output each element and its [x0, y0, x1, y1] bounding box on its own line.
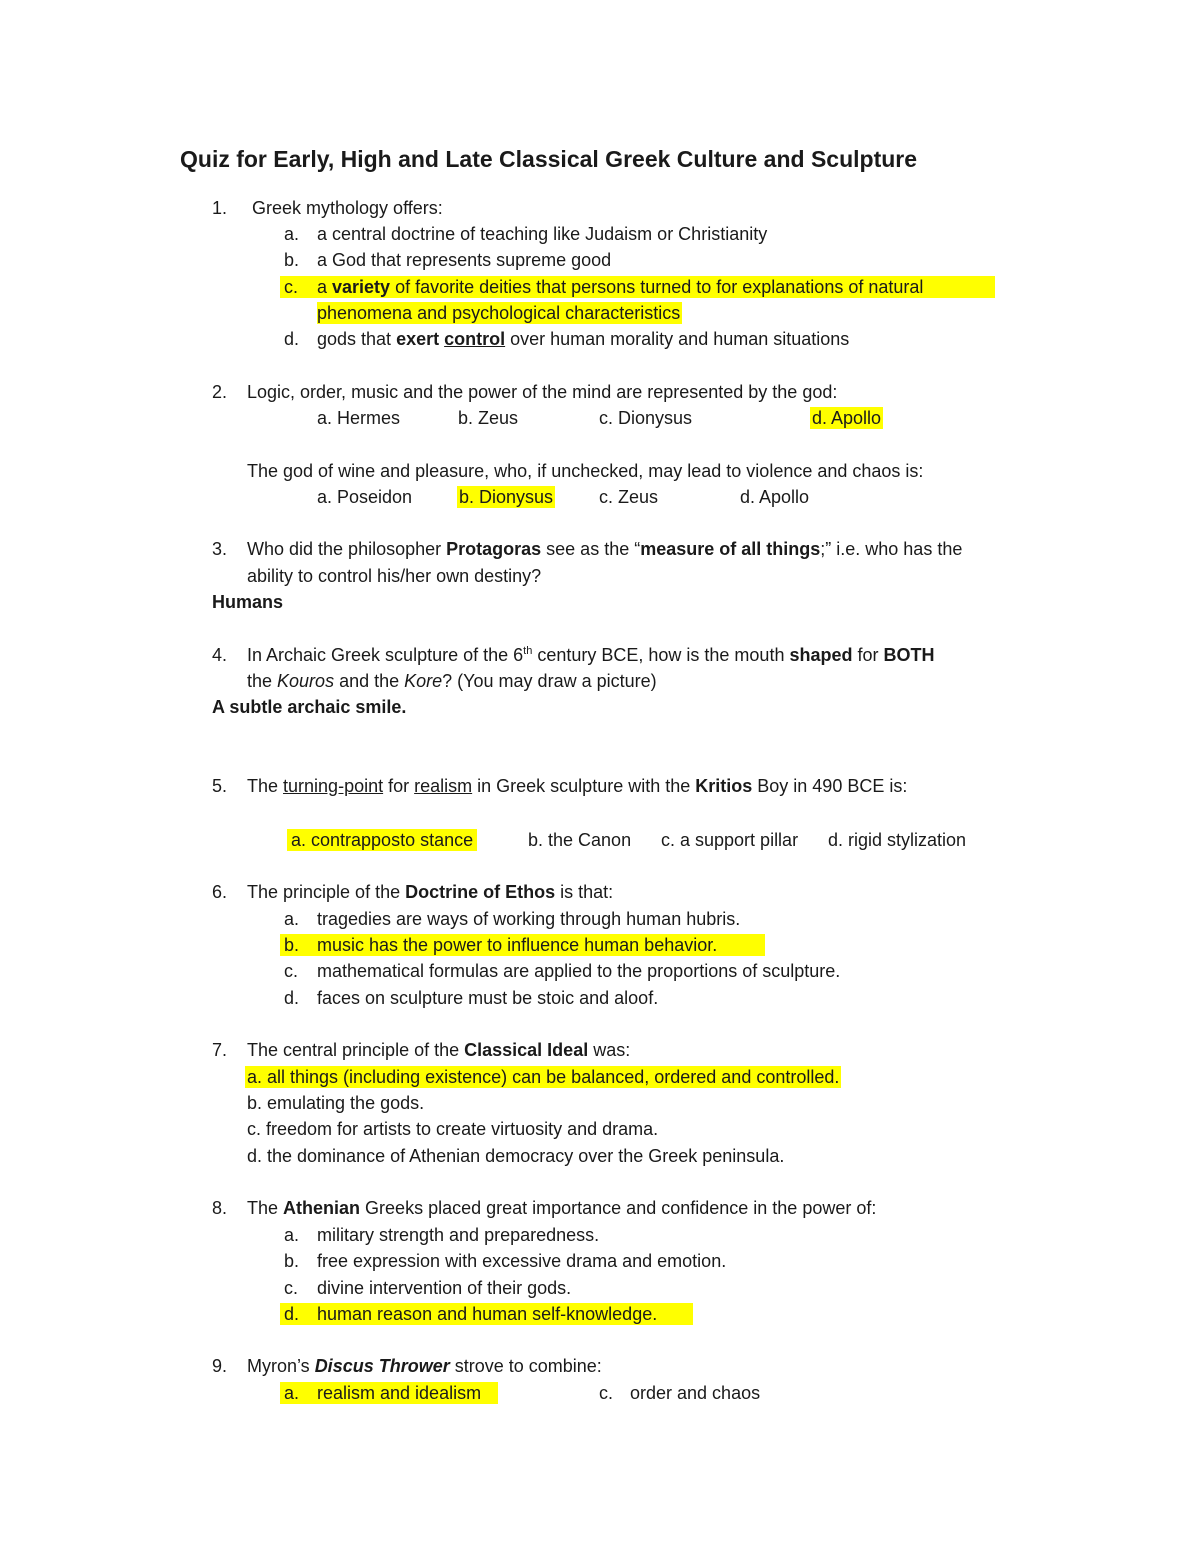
q1-option-a-text: a central doctrine of teaching like Judaism or Christianity [317, 224, 768, 244]
q8-option-a-text: military strength and preparedness. [317, 1225, 600, 1245]
q7-text-2: was: [588, 1040, 631, 1060]
q4-text-6: ? (You may draw a picture) [442, 671, 657, 691]
q1-option-d-bold-2: control [444, 329, 506, 349]
q1-option-d-letter: d. [284, 329, 300, 349]
q2-stem-2: The god of wine and pleasure, who, if unchecked, may lead to violence and chaos is: [247, 461, 924, 481]
q8-text-2: Greeks placed great importance and confidence in the power of: [360, 1198, 877, 1218]
q5-bold-1: Kritios [695, 776, 753, 796]
page-title: Quiz for Early, High and Late Classical Greek Culture and Sculpture [180, 146, 918, 172]
q6-text-2: is that: [555, 882, 614, 902]
q5-number: 5. [212, 776, 228, 796]
q8-bold-1: Athenian [283, 1198, 361, 1218]
q3-text-1: Who did the philosopher [247, 539, 447, 559]
q1-option-c-text-1: a [317, 277, 333, 297]
q9-option-a-highlight [280, 1382, 498, 1404]
q1-option-c-letter: c. [284, 277, 299, 297]
q9-bold-italic: Discus Thrower [314, 1356, 450, 1376]
q3-bold-1: Protagoras [446, 539, 542, 559]
q4-text-4: the [247, 671, 278, 691]
q7-stem [247, 1039, 630, 1061]
q4-text-3: for [852, 645, 884, 665]
q6-option-b-letter: b. [284, 935, 300, 955]
q5-option-d: d. rigid stylization [828, 830, 967, 850]
q9-text-1: Myron’s [247, 1356, 315, 1376]
q9-number: 9. [212, 1356, 228, 1376]
q4-superscript: th [523, 645, 533, 657]
q9-stem [247, 1355, 602, 1377]
q8-option-c-letter: c. [284, 1278, 299, 1298]
q5-text-4: Boy in 490 BCE is: [752, 776, 908, 796]
q7-number: 7. [212, 1040, 228, 1060]
q1-option-c-bold: variety [332, 277, 391, 297]
q1-option-a-letter: a. [284, 224, 300, 244]
q4-bold-1: shaped [789, 645, 853, 665]
q1-option-c-text-3: phenomena and psychological characteristics [317, 303, 681, 323]
q1-option-b-text: a God that represents supreme good [317, 250, 612, 270]
q1-option-c-text [317, 276, 923, 298]
q6-option-b-highlight [280, 934, 765, 956]
q1-stem: Greek mythology offers: [252, 198, 443, 218]
q2-option-a: a. Hermes [317, 408, 401, 428]
q8-option-d-highlight [280, 1303, 693, 1325]
q5-option-a: a. contrapposto stance [287, 829, 477, 851]
q3-number: 3. [212, 539, 228, 559]
q8-option-b-text: free expression with excessive drama and emotion. [317, 1251, 727, 1271]
q3-text-2: see as the “ [541, 539, 641, 559]
q6-number: 6. [212, 882, 228, 902]
q6-option-c-letter: c. [284, 961, 299, 981]
q8-option-b-letter: b. [284, 1251, 300, 1271]
q3-stem-line-2: ability to control his/her own destiny? [247, 566, 542, 586]
q2-stem: Logic, order, music and the power of the mind are represented by the god: [247, 382, 838, 402]
q4-text-2: century BCE, how is the mouth [532, 645, 790, 665]
q2-2-option-c: c. Zeus [599, 487, 659, 507]
q5-underline-1: turning-point [283, 776, 384, 796]
q9-option-a-text: realism and idealism [317, 1383, 482, 1403]
q5-option-c: c. a support pillar [661, 830, 799, 850]
q4-answer: A subtle archaic smile. [212, 697, 407, 717]
q5-stem [247, 775, 907, 797]
q2-2-option-a: a. Poseidon [317, 487, 413, 507]
q6-option-a-text: tragedies are ways of working through human hubris. [317, 909, 741, 929]
q8-number: 8. [212, 1198, 228, 1218]
q8-option-c-text: divine intervention of their gods. [317, 1278, 572, 1298]
q5-option-b: b. the Canon [528, 830, 632, 850]
q6-option-d-text: faces on sculpture must be stoic and aloof. [317, 988, 659, 1008]
q3-bold-2: measure of all things [640, 539, 821, 559]
q2-2-option-d: d. Apollo [740, 487, 810, 507]
q1-option-c-text-2: of favorite deities that persons turned to for explanations of natural [390, 277, 924, 297]
q2-option-d: d. Apollo [812, 408, 882, 428]
q9-option-c-letter: c. [599, 1383, 614, 1403]
q9-option-c-text: order and chaos [630, 1383, 761, 1403]
q1-option-b-letter: b. [284, 250, 300, 270]
q9-text-2: strove to combine: [449, 1356, 602, 1376]
q5-text-1: The [247, 776, 284, 796]
q1-option-d-text-2: over human morality and human situations [505, 329, 850, 349]
q1-number: 1. [212, 198, 228, 218]
q7-bold-1: Classical Ideal [464, 1040, 589, 1060]
q6-option-b-text: music has the power to influence human behavior. [317, 935, 718, 955]
q6-option-d-letter: d. [284, 988, 300, 1008]
q1-option-d-bold-1: exert [396, 329, 440, 349]
q5-text-2: for [383, 776, 415, 796]
q4-number: 4. [212, 645, 228, 665]
q7-text-1: The central principle of the [247, 1040, 465, 1060]
q6-stem [247, 881, 613, 903]
q9-option-a-letter: a. [284, 1383, 300, 1403]
q8-text-1: The [247, 1198, 284, 1218]
q4-italic-1: Kouros [277, 671, 335, 691]
q4-italic-2: Kore [404, 671, 443, 691]
q2-option-c: c. Dionysus [599, 408, 693, 428]
q4-text-5: and the [334, 671, 405, 691]
q8-option-d-letter: d. [284, 1304, 300, 1324]
q8-option-a-letter: a. [284, 1225, 300, 1245]
q6-text-1: The principle of the [247, 882, 406, 902]
q8-stem [247, 1197, 876, 1219]
q7-option-b: b. emulating the gods. [247, 1093, 425, 1113]
q3-stem-line-1 [247, 538, 962, 560]
q2-option-b: b. Zeus [458, 408, 519, 428]
q7-option-c: c. freedom for artists to create virtuosity and drama. [247, 1119, 659, 1139]
q1-option-d-text [317, 328, 849, 350]
q6-bold-1: Doctrine of Ethos [405, 882, 556, 902]
q2-number: 2. [212, 382, 228, 402]
q7-option-d: d. the dominance of Athenian democracy over the Greek peninsula. [247, 1146, 785, 1166]
q5-underline-2: realism [414, 776, 473, 796]
q4-stem-line-2 [247, 670, 657, 692]
q4-text-1: In Archaic Greek sculpture of the 6 [247, 645, 524, 665]
q4-bold-2: BOTH [883, 645, 935, 665]
q6-option-a-letter: a. [284, 909, 300, 929]
q1-option-c-highlight [280, 276, 995, 298]
q1-option-d-text-1: gods that [317, 329, 397, 349]
q5-text-3: in Greek sculpture with the [472, 776, 696, 796]
q6-option-c-text: mathematical formulas are applied to the proportions of sculpture. [317, 961, 841, 981]
q3-text-3: ;” i.e. who has the [820, 539, 963, 559]
q8-option-d-text: human reason and human self-knowledge. [317, 1304, 658, 1324]
q4-stem-line-1 [247, 644, 935, 666]
q7-option-a: a. all things (including existence) can be balanced, ordered and controlled. [247, 1067, 840, 1087]
q2-2-option-b: b. Dionysus [459, 487, 554, 507]
q3-answer: Humans [212, 592, 284, 612]
